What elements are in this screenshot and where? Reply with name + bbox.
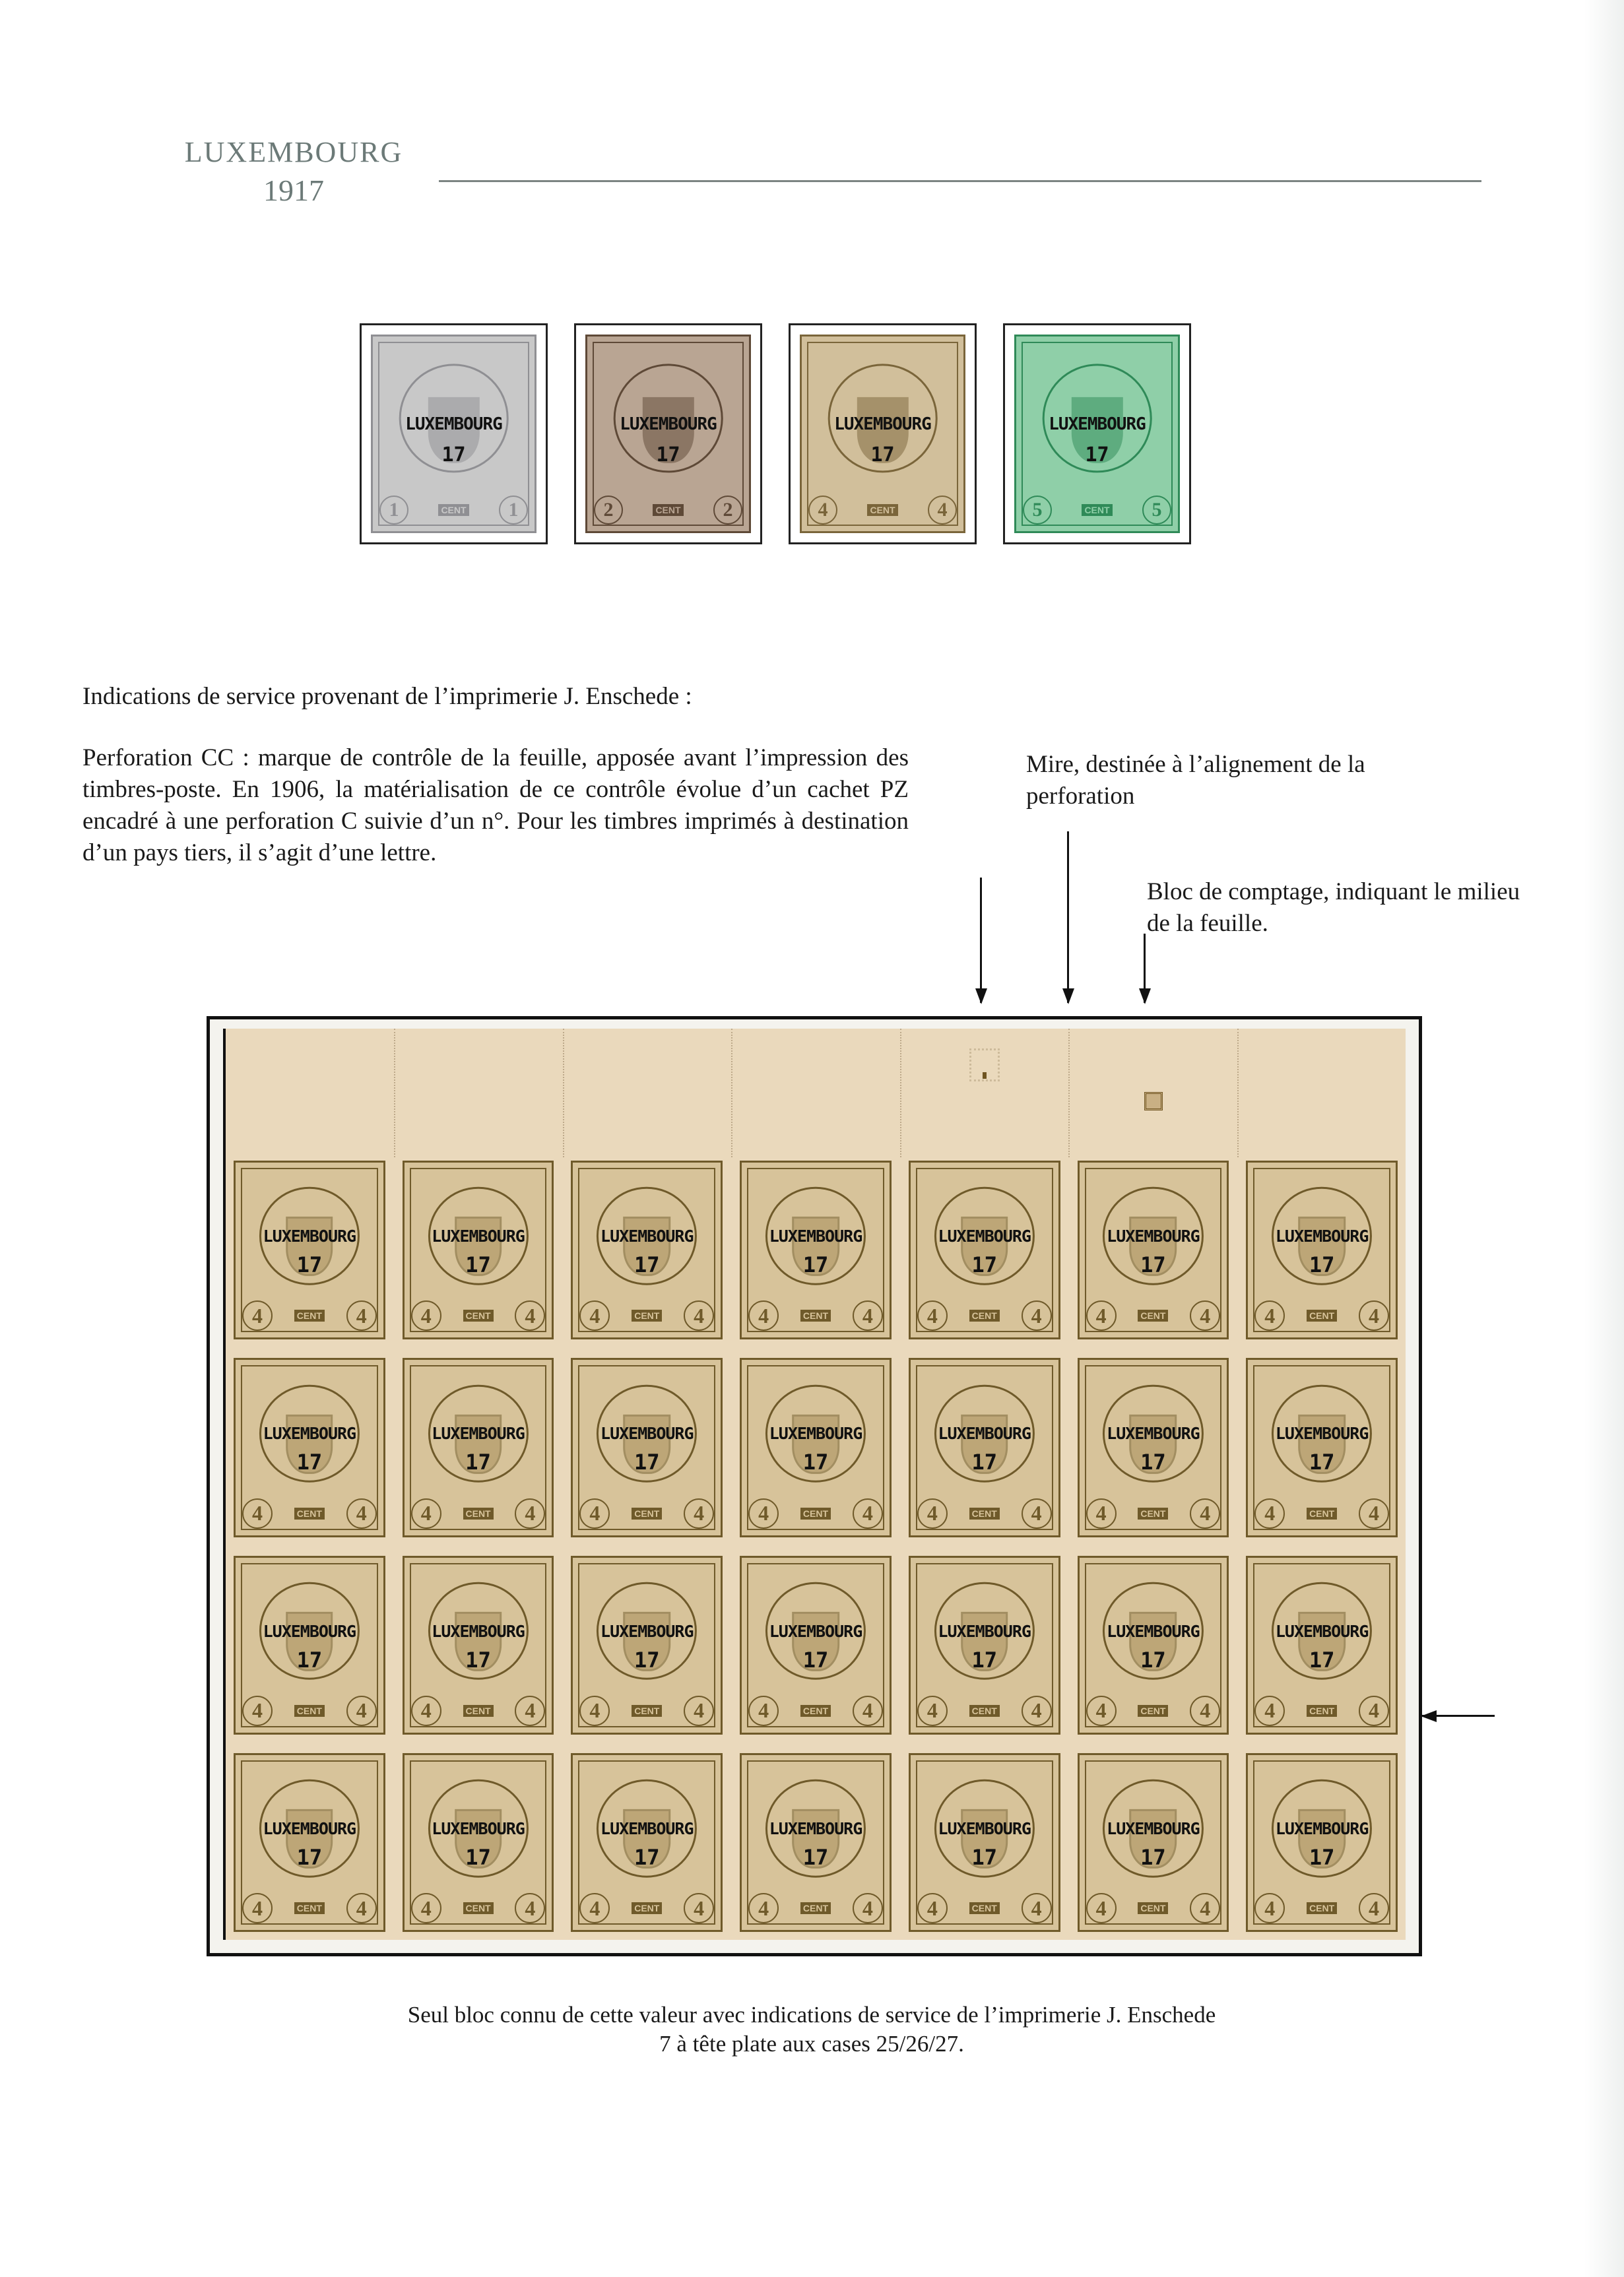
denomination-right: 4	[1022, 1893, 1052, 1923]
cent-label: CENT	[463, 1705, 494, 1717]
overprint-text: LUXEMBOURG	[938, 1621, 1031, 1641]
overprint-text: LUXEMBOURG	[601, 1227, 694, 1246]
value-row	[411, 1893, 546, 1923]
sheet-stamp-23	[403, 1753, 554, 1932]
overprint-text: LUXEMBOURG	[263, 1227, 356, 1246]
single-stamps-row	[360, 323, 1191, 548]
cent-label: CENT	[969, 1508, 1000, 1520]
cent-label: CENT	[632, 1310, 662, 1322]
sheet-stamp-14	[1246, 1358, 1398, 1537]
denomination-left: 4	[1086, 1498, 1117, 1529]
overprint-year: 17	[1309, 1252, 1335, 1278]
denomination-left: 4	[1254, 1498, 1285, 1529]
denomination-right: 4	[515, 1498, 545, 1529]
denomination-right: 4	[853, 1300, 883, 1331]
cent-label: CENT	[800, 1508, 831, 1520]
denomination-left: 5	[1023, 496, 1052, 525]
denomination-right: 4	[346, 1696, 377, 1726]
denomination-right: 4	[1359, 1893, 1389, 1923]
value-row	[917, 1498, 1052, 1529]
sheet-stamp-11	[740, 1358, 892, 1537]
denomination-left: 4	[1086, 1300, 1117, 1331]
value-row	[748, 1498, 883, 1529]
value-row	[242, 1498, 377, 1529]
page-header-year: 1917	[263, 174, 324, 207]
denomination-right: 4	[684, 1498, 714, 1529]
overprint-text: LUXEMBOURG	[769, 1818, 862, 1838]
value-row	[1086, 1696, 1221, 1726]
overprint-text: LUXEMBOURG	[1275, 1227, 1369, 1246]
margin-cell-cc-perforation	[900, 1029, 1068, 1157]
overprint-year: 17	[634, 1647, 660, 1673]
denomination-right: 4	[1190, 1893, 1220, 1923]
cent-label: CENT	[632, 1705, 662, 1717]
denomination-left: 4	[579, 1300, 610, 1331]
mire-arrow	[1067, 831, 1069, 1003]
sheet-stamp-18	[740, 1556, 892, 1735]
cent-label: CENT	[632, 1902, 662, 1914]
overprint-text: LUXEMBOURG	[1107, 1227, 1200, 1246]
sheet-top-margin	[226, 1029, 1406, 1157]
value-row	[1086, 1893, 1221, 1923]
denomination-left: 4	[748, 1300, 779, 1331]
denomination-right: 4	[346, 1300, 377, 1331]
overprint-year: 17	[465, 1450, 491, 1475]
overprint-year: 17	[802, 1844, 829, 1870]
denomination-right: 4	[853, 1498, 883, 1529]
stamp-image	[800, 335, 965, 533]
cent-label: CENT	[653, 504, 683, 516]
overprint-text: LUXEMBOURG	[601, 1818, 694, 1838]
value-row	[579, 1498, 714, 1529]
counting-block-arrow	[1144, 934, 1146, 1003]
stamp-sheet-block	[207, 1016, 1422, 1956]
sheet-stamp-12	[909, 1358, 1060, 1537]
row-marker-arrow	[1422, 1715, 1495, 1717]
overprint-text: LUXEMBOURG	[769, 1227, 862, 1246]
denomination-left: 4	[579, 1696, 610, 1726]
stamp-image	[371, 335, 536, 533]
denomination-left: 2	[594, 496, 623, 525]
overprint-year: 17	[634, 1844, 660, 1870]
denomination-left: 4	[748, 1893, 779, 1923]
value-row	[1254, 1300, 1389, 1331]
denomination-left: 4	[917, 1498, 948, 1529]
overprint-year: 17	[441, 443, 466, 466]
margin-cell	[563, 1029, 731, 1157]
denomination-left: 4	[579, 1893, 610, 1923]
denomination-right: 2	[713, 496, 742, 525]
denomination-right: 4	[515, 1893, 545, 1923]
sheet-stamp-17	[571, 1556, 723, 1735]
margin-cell	[731, 1029, 899, 1157]
sheet-stamp-22	[234, 1753, 385, 1932]
denomination-right: 4	[1022, 1696, 1052, 1726]
cent-label: CENT	[867, 504, 897, 516]
overprint-year: 17	[1309, 1450, 1335, 1475]
overprint-year: 17	[296, 1844, 323, 1870]
overprint-text: LUXEMBOURG	[1275, 1818, 1369, 1838]
overprint-text: LUXEMBOURG	[938, 1227, 1031, 1246]
single-stamp-2-cent	[574, 323, 762, 544]
single-stamp-5-cent	[1003, 323, 1191, 544]
overprint-text: LUXEMBOURG	[1107, 1621, 1200, 1641]
overprint-year: 17	[634, 1450, 660, 1475]
cent-label: CENT	[800, 1310, 831, 1322]
value-row	[579, 1300, 714, 1331]
denomination-right: 4	[1190, 1300, 1220, 1331]
value-row	[242, 1300, 377, 1331]
overprint-text: LUXEMBOURG	[601, 1424, 694, 1444]
sheet-stamp-16	[403, 1556, 554, 1735]
sheet-stamp-13	[1078, 1358, 1229, 1537]
overprint-year: 17	[802, 1252, 829, 1278]
denomination-right: 4	[684, 1696, 714, 1726]
overprint-year: 17	[802, 1450, 829, 1475]
cent-label: CENT	[1138, 1705, 1168, 1717]
value-row	[748, 1893, 883, 1923]
sheet-stamp-15	[234, 1556, 385, 1735]
overprint-year: 17	[971, 1647, 997, 1673]
denomination-right: 4	[684, 1300, 714, 1331]
stamp-image	[1014, 335, 1180, 533]
overprint-text: LUXEMBOURG	[432, 1621, 525, 1641]
service-indications-intro: Indications de service provenant de l’imprimerie J. Enschede :	[82, 683, 692, 710]
denomination-right: 4	[928, 496, 957, 525]
perforation-cc-description: Perforation CC : marque de contrôle de la feuille, apposée avant l’impression des timbres-poste. En 1906, la matérialisation de ce contrôle évolue d’un cachet PZ encadré à une perforation C suivie d’un n°. Pour les timbres imprimés à destination d’un pays tiers, il s’agit d’une lettre.	[82, 744, 909, 866]
overprint-year: 17	[1140, 1450, 1166, 1475]
overprint-text: LUXEMBOURG	[1107, 1424, 1200, 1444]
cent-label: CENT	[969, 1310, 1000, 1322]
denomination-left: 4	[242, 1696, 273, 1726]
overprint-year: 17	[296, 1450, 323, 1475]
sheet-stamp-10	[571, 1358, 723, 1537]
sheet-paper	[223, 1029, 1406, 1940]
single-stamp-4-cent	[789, 323, 977, 544]
sheet-stamp-25	[740, 1753, 892, 1932]
denomination-right: 4	[1359, 1498, 1389, 1529]
overprint-text: LUXEMBOURG	[432, 1818, 525, 1838]
overprint-year: 17	[971, 1450, 997, 1475]
value-row	[242, 1893, 377, 1923]
overprint-text: LUXEMBOURG	[432, 1424, 525, 1444]
value-row	[808, 496, 957, 525]
single-stamp-1-cent	[360, 323, 548, 544]
value-row	[1254, 1498, 1389, 1529]
denomination-right: 4	[515, 1300, 545, 1331]
sheet-stamp-grid	[234, 1161, 1398, 1932]
overprint-text: LUXEMBOURG	[432, 1227, 525, 1246]
value-row	[917, 1300, 1052, 1331]
header-rule	[439, 180, 1481, 182]
cent-label: CENT	[463, 1902, 494, 1914]
overprint-text: LUXEMBOURG	[263, 1424, 356, 1444]
cent-label: CENT	[1138, 1310, 1168, 1322]
value-row	[579, 1893, 714, 1923]
overprint-text: LUXEMBOURG	[769, 1621, 862, 1641]
overprint-year: 17	[870, 443, 895, 466]
value-row	[1086, 1300, 1221, 1331]
overprint-year: 17	[802, 1647, 829, 1673]
denomination-right: 4	[346, 1498, 377, 1529]
cent-label: CENT	[294, 1310, 325, 1322]
overprint-text: LUXEMBOURG	[1275, 1621, 1369, 1641]
mire-label: Mire, destinée à l’alignement de la perforation	[1026, 751, 1365, 810]
overprint-year: 17	[634, 1252, 660, 1278]
overprint-text: LUXEMBOURG	[263, 1621, 356, 1641]
denomination-right: 4	[1359, 1696, 1389, 1726]
denomination-left: 4	[242, 1300, 273, 1331]
overprint-text: LUXEMBOURG	[769, 1424, 862, 1444]
overprint-year: 17	[1140, 1252, 1166, 1278]
value-row	[1023, 496, 1171, 525]
caption-line-2: 7 à tête plate aux cases 25/26/27.	[659, 2031, 964, 2057]
cent-label: CENT	[294, 1508, 325, 1520]
overprint-year: 17	[296, 1252, 323, 1278]
sheet-stamp-28	[1246, 1753, 1398, 1932]
value-row	[579, 1696, 714, 1726]
sheet-stamp-1	[234, 1161, 385, 1339]
value-row	[411, 1300, 546, 1331]
cent-label: CENT	[632, 1508, 662, 1520]
denomination-right: 4	[853, 1893, 883, 1923]
denomination-right: 4	[1022, 1300, 1052, 1331]
denomination-left: 1	[379, 496, 408, 525]
value-row	[242, 1696, 377, 1726]
overprint-text: LUXEMBOURG	[938, 1818, 1031, 1838]
margin-cell	[394, 1029, 562, 1157]
counting-block-mark	[1144, 1092, 1163, 1110]
sheet-stamp-24	[571, 1753, 723, 1932]
denomination-left: 4	[1086, 1696, 1117, 1726]
overprint-year: 17	[296, 1647, 323, 1673]
sheet-stamp-6	[1078, 1161, 1229, 1339]
denomination-left: 4	[242, 1893, 273, 1923]
sheet-stamp-27	[1078, 1753, 1229, 1932]
value-row	[917, 1696, 1052, 1726]
stamp-image	[585, 335, 751, 533]
denomination-right: 4	[1022, 1498, 1052, 1529]
denomination-right: 4	[684, 1893, 714, 1923]
sheet-stamp-21	[1246, 1556, 1398, 1735]
caption-line-1: Seul bloc connu de cette valeur avec indications de service de l’imprimerie J. Enschede	[407, 2002, 1216, 2028]
overprint-text: LUXEMBOURG	[938, 1424, 1031, 1444]
cc-perforation-arrow	[980, 878, 982, 1003]
cent-label: CENT	[1307, 1508, 1337, 1520]
sheet-stamp-5	[909, 1161, 1060, 1339]
page-header-country: LUXEMBOURG	[184, 136, 403, 168]
denomination-left: 4	[411, 1498, 441, 1529]
sheet-stamp-20	[1078, 1556, 1229, 1735]
denomination-left: 4	[917, 1300, 948, 1331]
overprint-year: 17	[1085, 443, 1109, 466]
overprint-text: LUXEMBOURG	[620, 414, 717, 434]
denomination-left: 4	[1254, 1893, 1285, 1923]
denomination-left: 4	[579, 1498, 610, 1529]
overprint-year: 17	[1309, 1647, 1335, 1673]
sheet-stamp-19	[909, 1556, 1060, 1735]
cent-label: CENT	[969, 1705, 1000, 1717]
overprint-text: LUXEMBOURG	[263, 1818, 356, 1838]
value-row	[1254, 1696, 1389, 1726]
value-row	[594, 496, 742, 525]
denomination-left: 4	[1254, 1696, 1285, 1726]
denomination-right: 4	[515, 1696, 545, 1726]
sheet-stamp-8	[234, 1358, 385, 1537]
denomination-left: 4	[917, 1893, 948, 1923]
denomination-left: 4	[1254, 1300, 1285, 1331]
value-row	[1086, 1498, 1221, 1529]
page-edge-shadow	[1584, 0, 1624, 2277]
denomination-left: 4	[1086, 1893, 1117, 1923]
denomination-left: 4	[808, 496, 837, 525]
denomination-left: 4	[748, 1696, 779, 1726]
denomination-left: 4	[748, 1498, 779, 1529]
denomination-left: 4	[917, 1696, 948, 1726]
overprint-year: 17	[465, 1647, 491, 1673]
overprint-year: 17	[465, 1252, 491, 1278]
cent-label: CENT	[438, 504, 469, 516]
cent-label: CENT	[969, 1902, 1000, 1914]
denomination-right: 4	[1190, 1498, 1220, 1529]
overprint-text: LUXEMBOURG	[1107, 1818, 1200, 1838]
denomination-right: 4	[1190, 1696, 1220, 1726]
value-row	[379, 496, 528, 525]
denomination-right: 5	[1142, 496, 1171, 525]
overprint-year: 17	[971, 1252, 997, 1278]
sheet-stamp-4	[740, 1161, 892, 1339]
overprint-year: 17	[971, 1844, 997, 1870]
denomination-left: 4	[411, 1300, 441, 1331]
overprint-year: 17	[656, 443, 680, 466]
cent-label: CENT	[1138, 1508, 1168, 1520]
overprint-text: LUXEMBOURG	[1275, 1424, 1369, 1444]
margin-cell	[1237, 1029, 1406, 1157]
sheet-stamp-26	[909, 1753, 1060, 1932]
cent-label: CENT	[294, 1902, 325, 1914]
sheet-stamp-3	[571, 1161, 723, 1339]
cent-label: CENT	[1082, 504, 1112, 516]
denomination-left: 4	[242, 1498, 273, 1529]
cent-label: CENT	[800, 1902, 831, 1914]
cent-label: CENT	[294, 1705, 325, 1717]
cent-label: CENT	[800, 1705, 831, 1717]
overprint-year: 17	[1309, 1844, 1335, 1870]
overprint-year: 17	[1140, 1844, 1166, 1870]
cent-label: CENT	[463, 1310, 494, 1322]
sheet-stamp-9	[403, 1358, 554, 1537]
value-row	[748, 1300, 883, 1331]
overprint-text: LUXEMBOURG	[405, 414, 502, 434]
overprint-text: LUXEMBOURG	[601, 1621, 694, 1641]
margin-cell	[226, 1029, 394, 1157]
denomination-right: 4	[853, 1696, 883, 1726]
overprint-text: LUXEMBOURG	[1049, 414, 1146, 434]
mire-mark	[983, 1072, 987, 1079]
value-row	[917, 1893, 1052, 1923]
sheet-stamp-2	[403, 1161, 554, 1339]
sheet-stamp-7	[1246, 1161, 1398, 1339]
value-row	[411, 1498, 546, 1529]
value-row	[1254, 1893, 1389, 1923]
cent-label: CENT	[1138, 1902, 1168, 1914]
counting-block-label: Bloc de comptage, indiquant le milieu de la feuille.	[1147, 878, 1520, 937]
overprint-text: LUXEMBOURG	[834, 414, 931, 434]
margin-cell-counting-block	[1068, 1029, 1237, 1157]
denomination-right: 1	[499, 496, 528, 525]
value-row	[411, 1696, 546, 1726]
cent-label: CENT	[463, 1508, 494, 1520]
denomination-right: 4	[1359, 1300, 1389, 1331]
denomination-right: 4	[346, 1893, 377, 1923]
overprint-year: 17	[465, 1844, 491, 1870]
denomination-left: 4	[411, 1696, 441, 1726]
denomination-left: 4	[411, 1893, 441, 1923]
value-row	[748, 1696, 883, 1726]
cent-label: CENT	[1307, 1705, 1337, 1717]
overprint-year: 17	[1140, 1647, 1166, 1673]
cent-label: CENT	[1307, 1310, 1337, 1322]
cent-label: CENT	[1307, 1902, 1337, 1914]
